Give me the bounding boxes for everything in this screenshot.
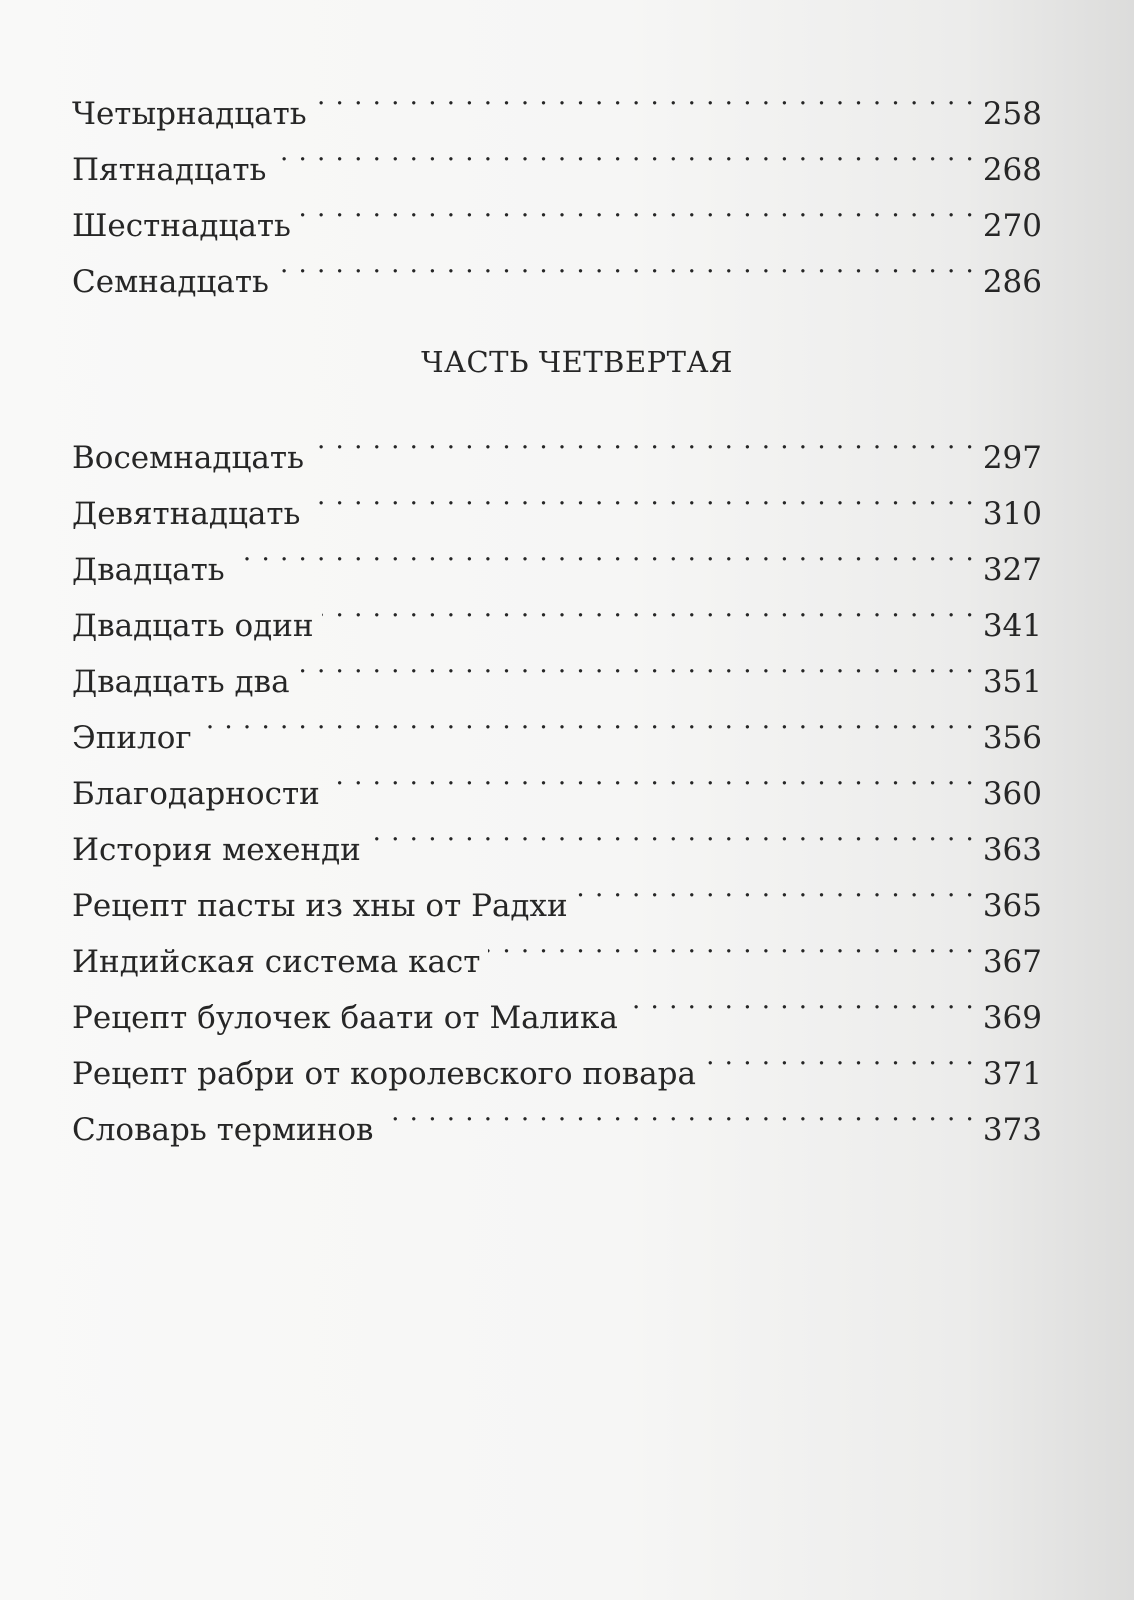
toc-entry-title: Рецепт рабри от королевского повара [72, 1056, 696, 1092]
dot-leader [322, 580, 975, 636]
toc-entry-title: Благодарности [72, 776, 320, 812]
dot-leader [233, 524, 975, 580]
toc-entry-page: 367 [982, 944, 1042, 980]
toc-entry-title: Эпилог [72, 720, 192, 756]
toc-entry-page: 341 [982, 608, 1042, 644]
dot-leader [626, 972, 975, 1028]
toc-entry-page: 286 [982, 264, 1042, 300]
dot-leader [488, 916, 974, 972]
dot-leader [298, 636, 975, 692]
toc-entry-page: 268 [982, 152, 1042, 188]
toc-entry [72, 748, 1042, 812]
toc-entry-title: Словарь терминов [72, 1112, 374, 1148]
dot-leader [274, 124, 974, 180]
dot-leader [200, 692, 975, 748]
dot-leader [315, 68, 975, 124]
toc-entry [72, 692, 1042, 756]
toc-entry-page: 297 [982, 440, 1042, 476]
toc-entry-page: 369 [982, 1000, 1042, 1036]
dot-leader [381, 1084, 974, 1140]
part-heading-text: ЧАСТЬ ЧЕТВЕРТАЯ [421, 345, 733, 379]
toc-entry-page: 356 [982, 720, 1042, 756]
toc-entry-page: 363 [982, 832, 1042, 868]
dot-leader [312, 412, 975, 468]
toc-entry-title: Пятнадцать [72, 152, 267, 188]
toc-entry-page: 351 [982, 664, 1042, 700]
toc-entry-title: Шестнадцать [72, 208, 291, 244]
toc-entry-title: Семнадцать [72, 264, 269, 300]
toc-entry-title: Рецепт булочек баати от Малика [72, 1000, 618, 1036]
toc-entry-page: 270 [982, 208, 1042, 244]
table-of-contents [72, 68, 1042, 1148]
toc-entry-title: Индийская система каст [72, 944, 481, 980]
dot-leader [704, 1028, 975, 1084]
toc-entry-title: История мехенди [72, 832, 361, 868]
toc-entry-title: Двадцать два [72, 664, 290, 700]
toc-entry-page: 373 [982, 1112, 1042, 1148]
toc-entry-page: 327 [982, 552, 1042, 588]
toc-entry [72, 68, 1042, 132]
toc-entry-page: 365 [982, 888, 1042, 924]
toc-entry-title: Восемнадцать [72, 440, 304, 476]
toc-entry-title: Рецепт пасты из хны от Радхи [72, 888, 568, 924]
dot-leader [328, 748, 975, 804]
dot-leader [299, 180, 975, 236]
part-heading [72, 292, 1042, 412]
dot-leader [277, 236, 975, 292]
toc-entry [72, 412, 1042, 476]
dot-leader [308, 468, 974, 524]
dot-leader [369, 804, 975, 860]
toc-entry-page: 360 [982, 776, 1042, 812]
toc-entry-title: Четырнадцать [72, 96, 307, 132]
toc-entry-title: Девятнадцать [72, 496, 301, 532]
toc-entry-title: Двадцать [72, 552, 225, 588]
toc-entry-page: 258 [982, 96, 1042, 132]
toc-entry-title: Двадцать один [72, 608, 314, 644]
toc-entry-page: 310 [982, 496, 1042, 532]
toc-entry-page: 371 [982, 1056, 1042, 1092]
dot-leader [576, 860, 975, 916]
